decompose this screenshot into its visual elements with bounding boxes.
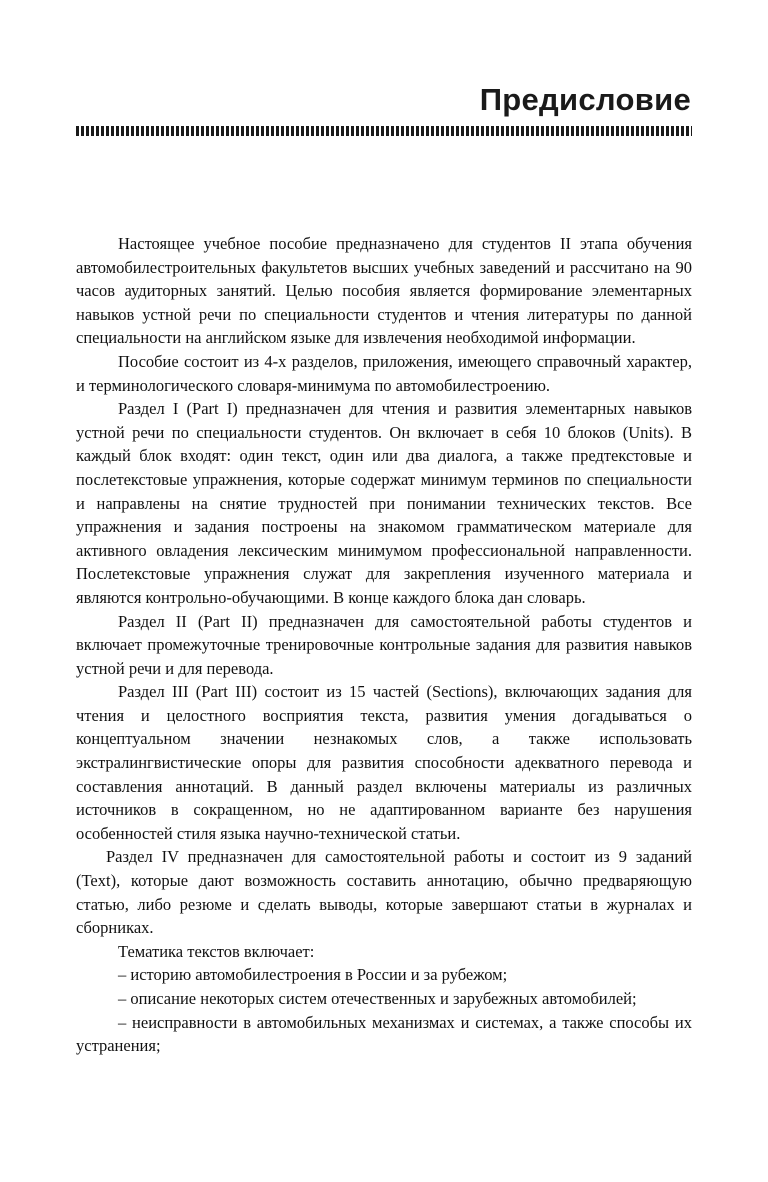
paragraph-structure: Пособие состоит из 4-х разделов, приложения, имеющего справочный характер, и терминологического словаря-минимума по автомобилестроению. [76,351,692,395]
paragraph-part-2: Раздел II (Part II) предназначен для самостоятельной работы студентов и включает промежуточные тренировочные контрольные задания для развития навыков устной речи и для перевода. [76,611,692,678]
topic-item: – описание некоторых систем отечественных и зарубежных автомобилей; [118,989,637,1008]
paragraph-part-1: Раздел I (Part I) предназначен для чтения и развития элементарных навыков устной речи по специальности студентов. Он включает в себя 10 блоков (Units). В каждый блок входят: один текст, один или два диалога, а также предтекстовые и послетекстовые упражнения, которые содержат минимум терминов по специальности и направлены на снятие трудностей при понимании технических текстов. Все упражнения и задания построены на знакомом грамматическом материале для активного овладения лексическим минимумом профессиональной направленности. Послетекстовые упражнения служат для закрепления изученного материала и являются контрольно-обучающими. В конце каждого блока дан словарь. [76,399,692,607]
paragraph-topics-intro: Тематика текстов включает: [118,941,315,961]
paragraph-part-3: Раздел III (Part III) состоит из 15 частей (Sections), включающих задания для чтения и целостного восприятия текста, развития умения догадываться о концептуальном значении незнакомых слов, а также использовать экстралингвистические опоры для развития способности адекватного перевода и составления аннотаций. В данный раздел включены материалы из различных источников в сокращенном, но не адаптированном варианте без нарушения особенностей стиля языка научно-технической статьи. [76,682,692,843]
paragraph-purpose: Настоящее учебное пособие предназначено для студентов II этапа обучения автомобилестроительных факультетов высших учебных заведений и рассчитано на 90 часов аудиторных занятий. Целью пособия является формирование элементарных навыков устной речи по специальности студентов и чтения литературы по данной специальности на английском языке для извлечения необходимой информации. [76,234,692,348]
topic-item: – историю автомобилестроения в России и за рубежом; [118,965,508,985]
dotted-divider [76,126,692,136]
page-title: Предисловие [479,82,691,117]
preface-text [76,232,692,1058]
paragraph-part-4: Раздел IV предназначен для самостоятельной работы и состоит из 9 заданий (Text), которые дают возможность составить аннотацию, обычно предваряющую статью, либо резюме и сделать выводы, которые завершают статьи в журналах и сборниках. [76,847,692,938]
topic-item: – неисправности в автомобильных механизмах и системах, а также способы их устранения; [76,1012,692,1056]
